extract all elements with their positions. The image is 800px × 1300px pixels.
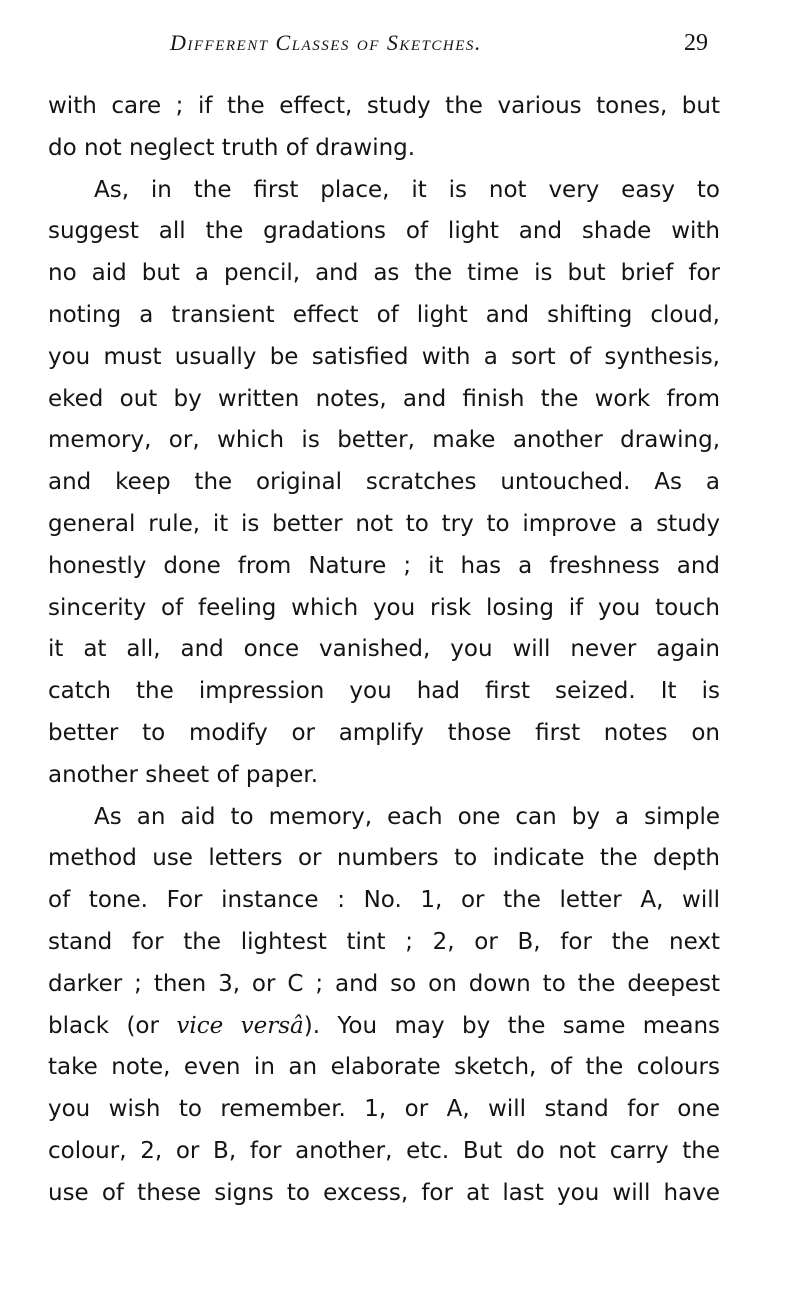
text-line: As, in the first place, it is not very easy to: [94, 176, 720, 203]
text-line: with care ; if the effect, study the various tones, but: [48, 93, 720, 119]
text-line: catch the impression you had first seized. It is: [48, 678, 720, 705]
text-line: you must usually be satisfied with a sort of synthesis,: [48, 343, 720, 370]
text-line: stand for the lightest tint ; 2, or B, for the next: [48, 928, 720, 955]
text-line: suggest all the gradations of light and shade with: [48, 218, 720, 245]
text-line: method use letters or numbers to indicate the depth: [48, 845, 720, 872]
text-line: memory, or, which is better, make another drawing,: [48, 427, 720, 454]
text-line: honestly done from Nature ; it has a freshness and: [48, 552, 720, 579]
running-head: [0, 30, 800, 64]
text-line: it at all, and once vanished, you will never again: [48, 636, 720, 663]
text-line: another sheet of paper.: [48, 761, 319, 788]
text-line: of tone. For instance : No. 1, or the letter A, will: [48, 887, 720, 914]
text-fragment: black (or: [48, 1012, 177, 1039]
text-line: use of these signs to excess, for at last you will have: [48, 1179, 720, 1206]
text-line: darker ; then 3, or C ; and so on down to the deepest: [48, 970, 720, 997]
text-line: better to modify or amplify those first notes on: [48, 719, 720, 746]
text-line: As an aid to memory, each one can by a simple: [94, 803, 720, 830]
text-line: general rule, it is better not to try to improve a study: [48, 510, 720, 537]
running-title: Different Classes of Sketches.: [170, 30, 482, 55]
text-fragment: ). You may by the same means: [303, 1012, 720, 1039]
text-line: no aid but a pencil, and as the time is but brief for: [48, 260, 720, 287]
text-line: sincerity of feeling which you risk losing if you touch: [48, 594, 720, 621]
text-line: noting a transient effect of light and shifting cloud,: [48, 301, 720, 328]
body-text: [48, 86, 720, 1215]
text-line: eked out by written notes, and finish the work from: [48, 385, 720, 412]
italic-phrase: vice versâ: [176, 1012, 304, 1039]
text-line: [48, 1006, 720, 1048]
text-line: do not neglect truth of drawing.: [48, 134, 416, 161]
text-line: take note, even in an elaborate sketch, of the colours: [48, 1054, 720, 1081]
text-line: you wish to remember. 1, or A, will stand for one: [48, 1096, 720, 1123]
text-line: colour, 2, or B, for another, etc. But do not carry the: [48, 1137, 720, 1164]
page-number: 29: [684, 30, 708, 56]
text-line: and keep the original scratches untouched. As a: [48, 469, 720, 496]
